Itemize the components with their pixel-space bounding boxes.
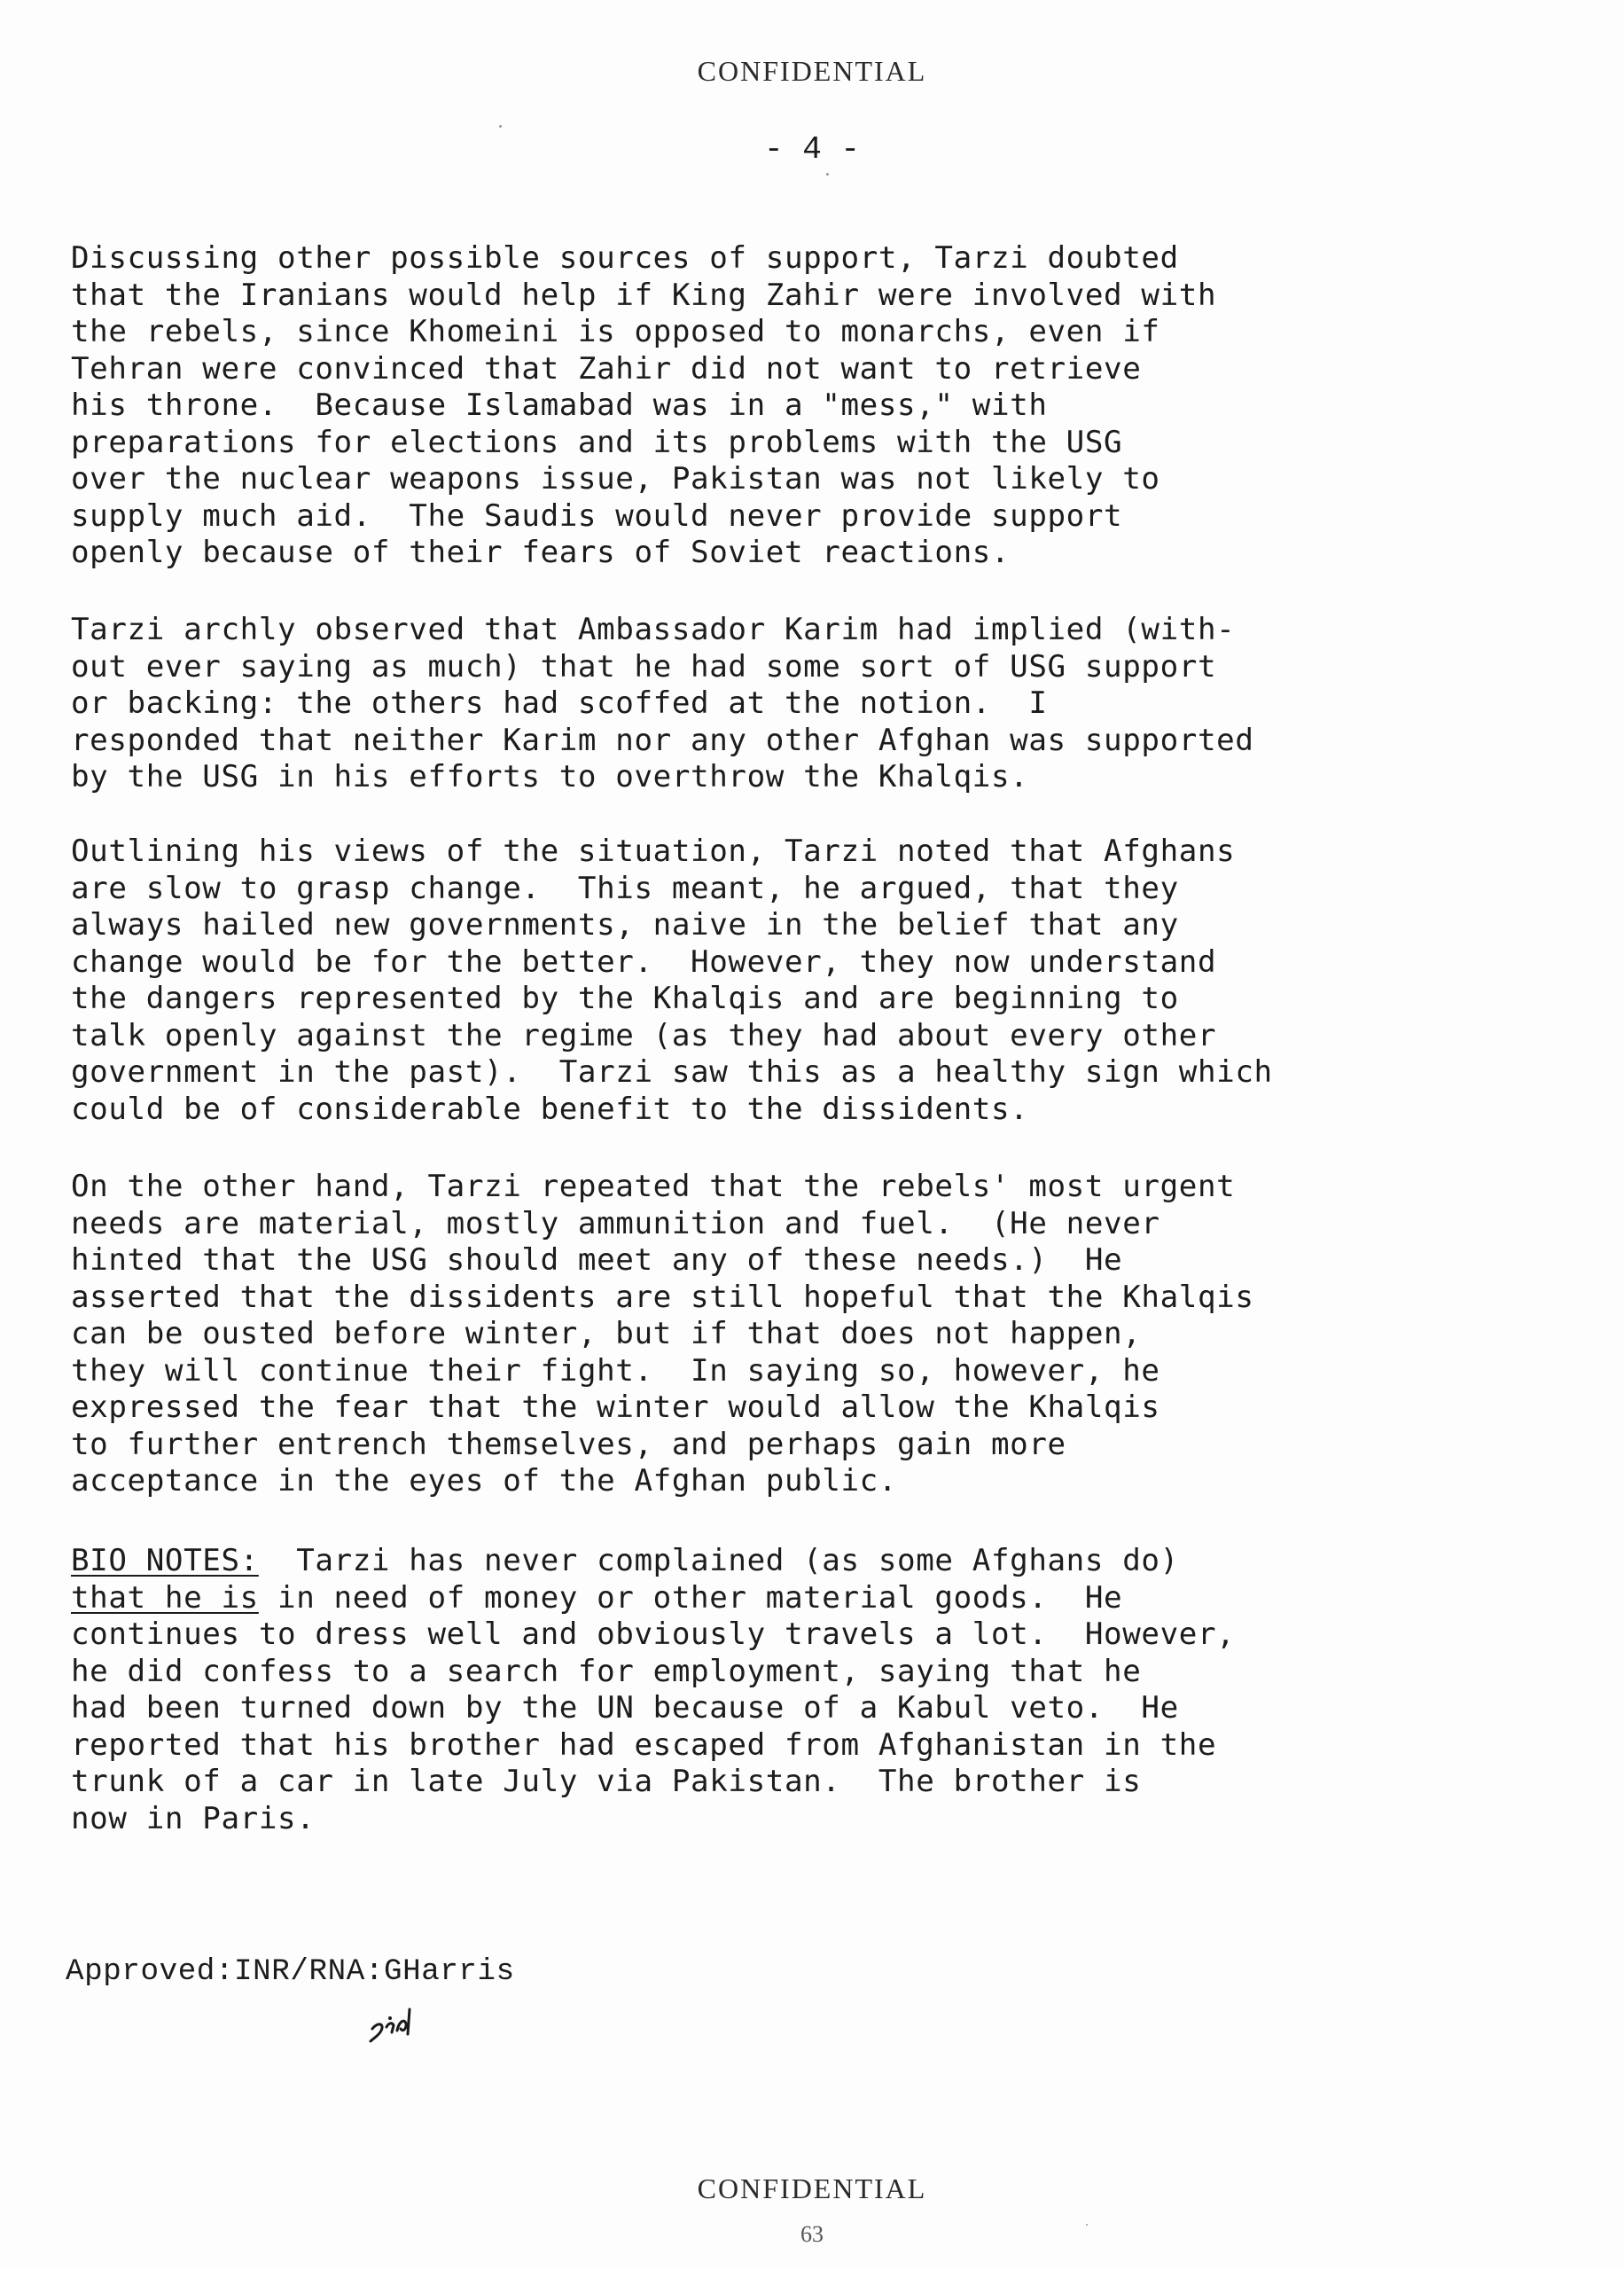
scan-speck — [1086, 2224, 1088, 2226]
bio-notes-remaining-lines: continues to dress well and obviously travels a lot. However, he did confess to a search for employment, saying that he had been turned down by the UN because of a Kabul veto. He reported that his brother had escaped from Afghanistan in the trunk of a car in late July via Pakistan. The brother is now in Paris. — [71, 1616, 1236, 1836]
paragraph-situation-views: Outlining his views of the situation, Tarzi noted that Afghans are slow to grasp change. This meant, he argued, that they always hailed new governments, naive in the belief that any change would be for the better. However, they now understand the dangers represented by the Khalqis and are beginning to talk openly against the regime (as they had about every other government in the past). Tarzi saw this as a healthy sign which could be of considerable benefit to the dissidents. — [71, 834, 1273, 1127]
bio-notes-label: BIO NOTES: — [71, 1543, 259, 1578]
scan-speck — [826, 173, 829, 176]
classification-header: CONFIDENTIAL — [697, 55, 927, 87]
handwritten-initials — [365, 2002, 436, 2047]
bio-notes-line1: Tarzi has never complained (as some Afghans do) — [258, 1543, 1179, 1578]
bio-notes-underlined-text: that he is — [71, 1579, 259, 1616]
bio-notes-line2: in need of money or other material goods. He — [258, 1579, 1123, 1616]
paragraph-support-sources: Discussing other possible sources of support, Tarzi doubted that the Iranians would help if King Zahir were involved with the rebels, since Khomeini is opposed to monarchs, even if Tehran were convinced that Zahir did not want to retrieve his throne. Because Islamabad was in a "mess," with preparations for elections and its problems with the USG over the nuclear weapons issue, Pakistan was not likely to supply much aid. The Saudis would never provide support openly because of their fears of Soviet reactions. — [71, 240, 1217, 570]
approval-line: Approved:INR/RNA:GHarris — [66, 1955, 515, 1989]
paragraph-bio-notes — [71, 1543, 1235, 1837]
paragraph-rebel-needs: On the other hand, Tarzi repeated that the rebels' most urgent needs are material, mostly ammunition and fuel. (He never hinted that the USG should meet any of these needs.) He asserted that the dissidents are still hopeful that the Khalqis can be ousted before winter, but if that does not happen, they will continue their fight. In saying so, however, he expressed the fear that the winter would allow the Khalqis to further entrench themselves, and perhaps gain more acceptance in the eyes of the Afghan public. — [71, 1169, 1254, 1499]
classification-footer: CONFIDENTIAL — [697, 2172, 927, 2204]
scan-speck — [499, 125, 502, 128]
page-number: - 4 - — [763, 131, 861, 168]
archive-page-number: 63 — [800, 2221, 824, 2247]
paragraph-karim-support: Tarzi archly observed that Ambassador Karim had implied (with- out ever saying as much) that he had some sort of USG support or backing: the others had scoffed at the notion. I responded that neither Karim nor any other Afghan was supported by the USG in his efforts to overthrow the Khalqis. — [71, 612, 1254, 794]
